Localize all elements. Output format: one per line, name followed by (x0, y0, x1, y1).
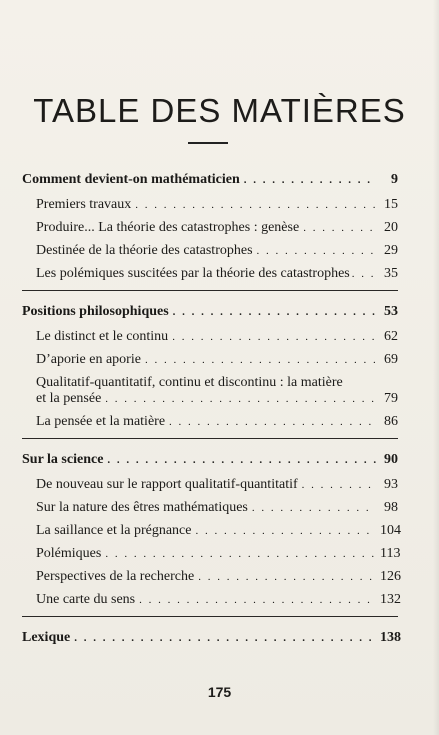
dot-leader (105, 546, 376, 562)
entry-page-number: 20 (384, 220, 398, 235)
table-of-contents (22, 172, 401, 655)
toc-section-sur-la-science[interactable] (22, 452, 398, 468)
entry-page-number: 15 (384, 197, 398, 212)
toc-entry[interactable] (36, 352, 398, 368)
entry-page-number: 113 (380, 546, 401, 561)
page-title: TABLE DES MATIÈRES (33, 92, 406, 129)
section-divider (22, 616, 398, 617)
entry-page-number: 126 (380, 569, 401, 584)
section-title: Lexique (22, 630, 71, 645)
toc-entry[interactable] (36, 500, 398, 516)
entry-page-number: 62 (384, 329, 398, 344)
entry-title: Sur la nature des êtres mathématiques (36, 500, 248, 515)
toc-entry[interactable] (36, 523, 401, 539)
dot-leader (172, 329, 376, 345)
section-page-number: 53 (384, 304, 398, 319)
toc-entry[interactable] (36, 266, 398, 282)
dot-leader (169, 414, 376, 430)
entry-title: Le distinct et le continu (36, 329, 169, 344)
dot-leader (105, 391, 376, 407)
entry-page-number: 29 (384, 243, 398, 258)
dot-leader (74, 630, 376, 646)
toc-entry[interactable] (36, 220, 398, 236)
entry-title: Produire... La théorie des catastrophes : genèse (36, 220, 300, 235)
toc-entry[interactable] (36, 414, 398, 430)
toc-entry[interactable] (36, 391, 398, 407)
toc-entry[interactable] (36, 592, 401, 608)
dot-leader (107, 452, 376, 468)
dot-leader (302, 477, 376, 493)
toc-entry[interactable] (36, 329, 398, 345)
title-underline (188, 142, 228, 144)
dot-leader (173, 304, 376, 320)
section-divider (22, 438, 398, 439)
section-title: Positions philosophiques (22, 304, 169, 319)
dot-leader (135, 197, 376, 213)
entry-title-line2: et la pensée (36, 391, 102, 406)
entry-title-line1: Qualitatif-quantitatif, continu et discontinu : la matière (36, 375, 343, 390)
entry-page-number: 35 (384, 266, 398, 281)
entry-title: Les polémiques suscitées par la théorie des catastrophes (36, 266, 350, 281)
toc-section-positions-philosophiques[interactable] (22, 304, 398, 320)
entry-page-number: 98 (384, 500, 398, 515)
dot-leader (303, 220, 376, 236)
entry-title: Une carte du sens (36, 592, 136, 607)
entry-page-number: 79 (384, 391, 398, 406)
toc-entry[interactable] (36, 546, 401, 562)
dot-leader (244, 172, 376, 188)
toc-entry[interactable] (36, 477, 398, 493)
entry-title: La pensée et la matière (36, 414, 166, 429)
toc-entry[interactable] (36, 197, 398, 213)
entry-page-number: 104 (380, 523, 401, 538)
toc-section-comment-devient-on[interactable] (22, 172, 398, 188)
section-title: Comment devient-on mathématicien (22, 172, 240, 187)
folio-page-number: 175 (207, 684, 232, 700)
entry-page-number: 86 (384, 414, 398, 429)
entry-title: Premiers travaux (36, 197, 132, 212)
entry-title: Destinée de la théorie des catastrophes (36, 243, 253, 258)
dot-leader (145, 352, 376, 368)
section-page-number: 90 (384, 452, 398, 467)
section-page-number: 138 (380, 630, 401, 645)
entry-title: De nouveau sur le rapport qualitatif-quantitatif (36, 477, 298, 492)
dot-leader (139, 592, 376, 608)
toc-entry[interactable] (36, 243, 398, 259)
entry-page-number: 93 (384, 477, 398, 492)
dot-leader (257, 243, 376, 259)
entry-page-number: 69 (384, 352, 398, 367)
entry-title: Perspectives de la recherche (36, 569, 195, 584)
dot-leader (195, 523, 376, 539)
section-page-number: 9 (391, 172, 398, 187)
entry-page-number: 132 (380, 592, 401, 607)
entry-title: D’aporie en aporie (36, 352, 141, 367)
dot-leader (252, 500, 376, 516)
entry-title: Polémiques (36, 546, 102, 561)
toc-section-lexique[interactable] (22, 630, 401, 646)
dot-leader (352, 266, 378, 282)
entry-title: La saillance et la prégnance (36, 523, 192, 538)
section-title: Sur la science (22, 452, 104, 467)
toc-entry[interactable] (36, 569, 401, 585)
section-divider (22, 290, 398, 291)
dot-leader (198, 569, 376, 585)
